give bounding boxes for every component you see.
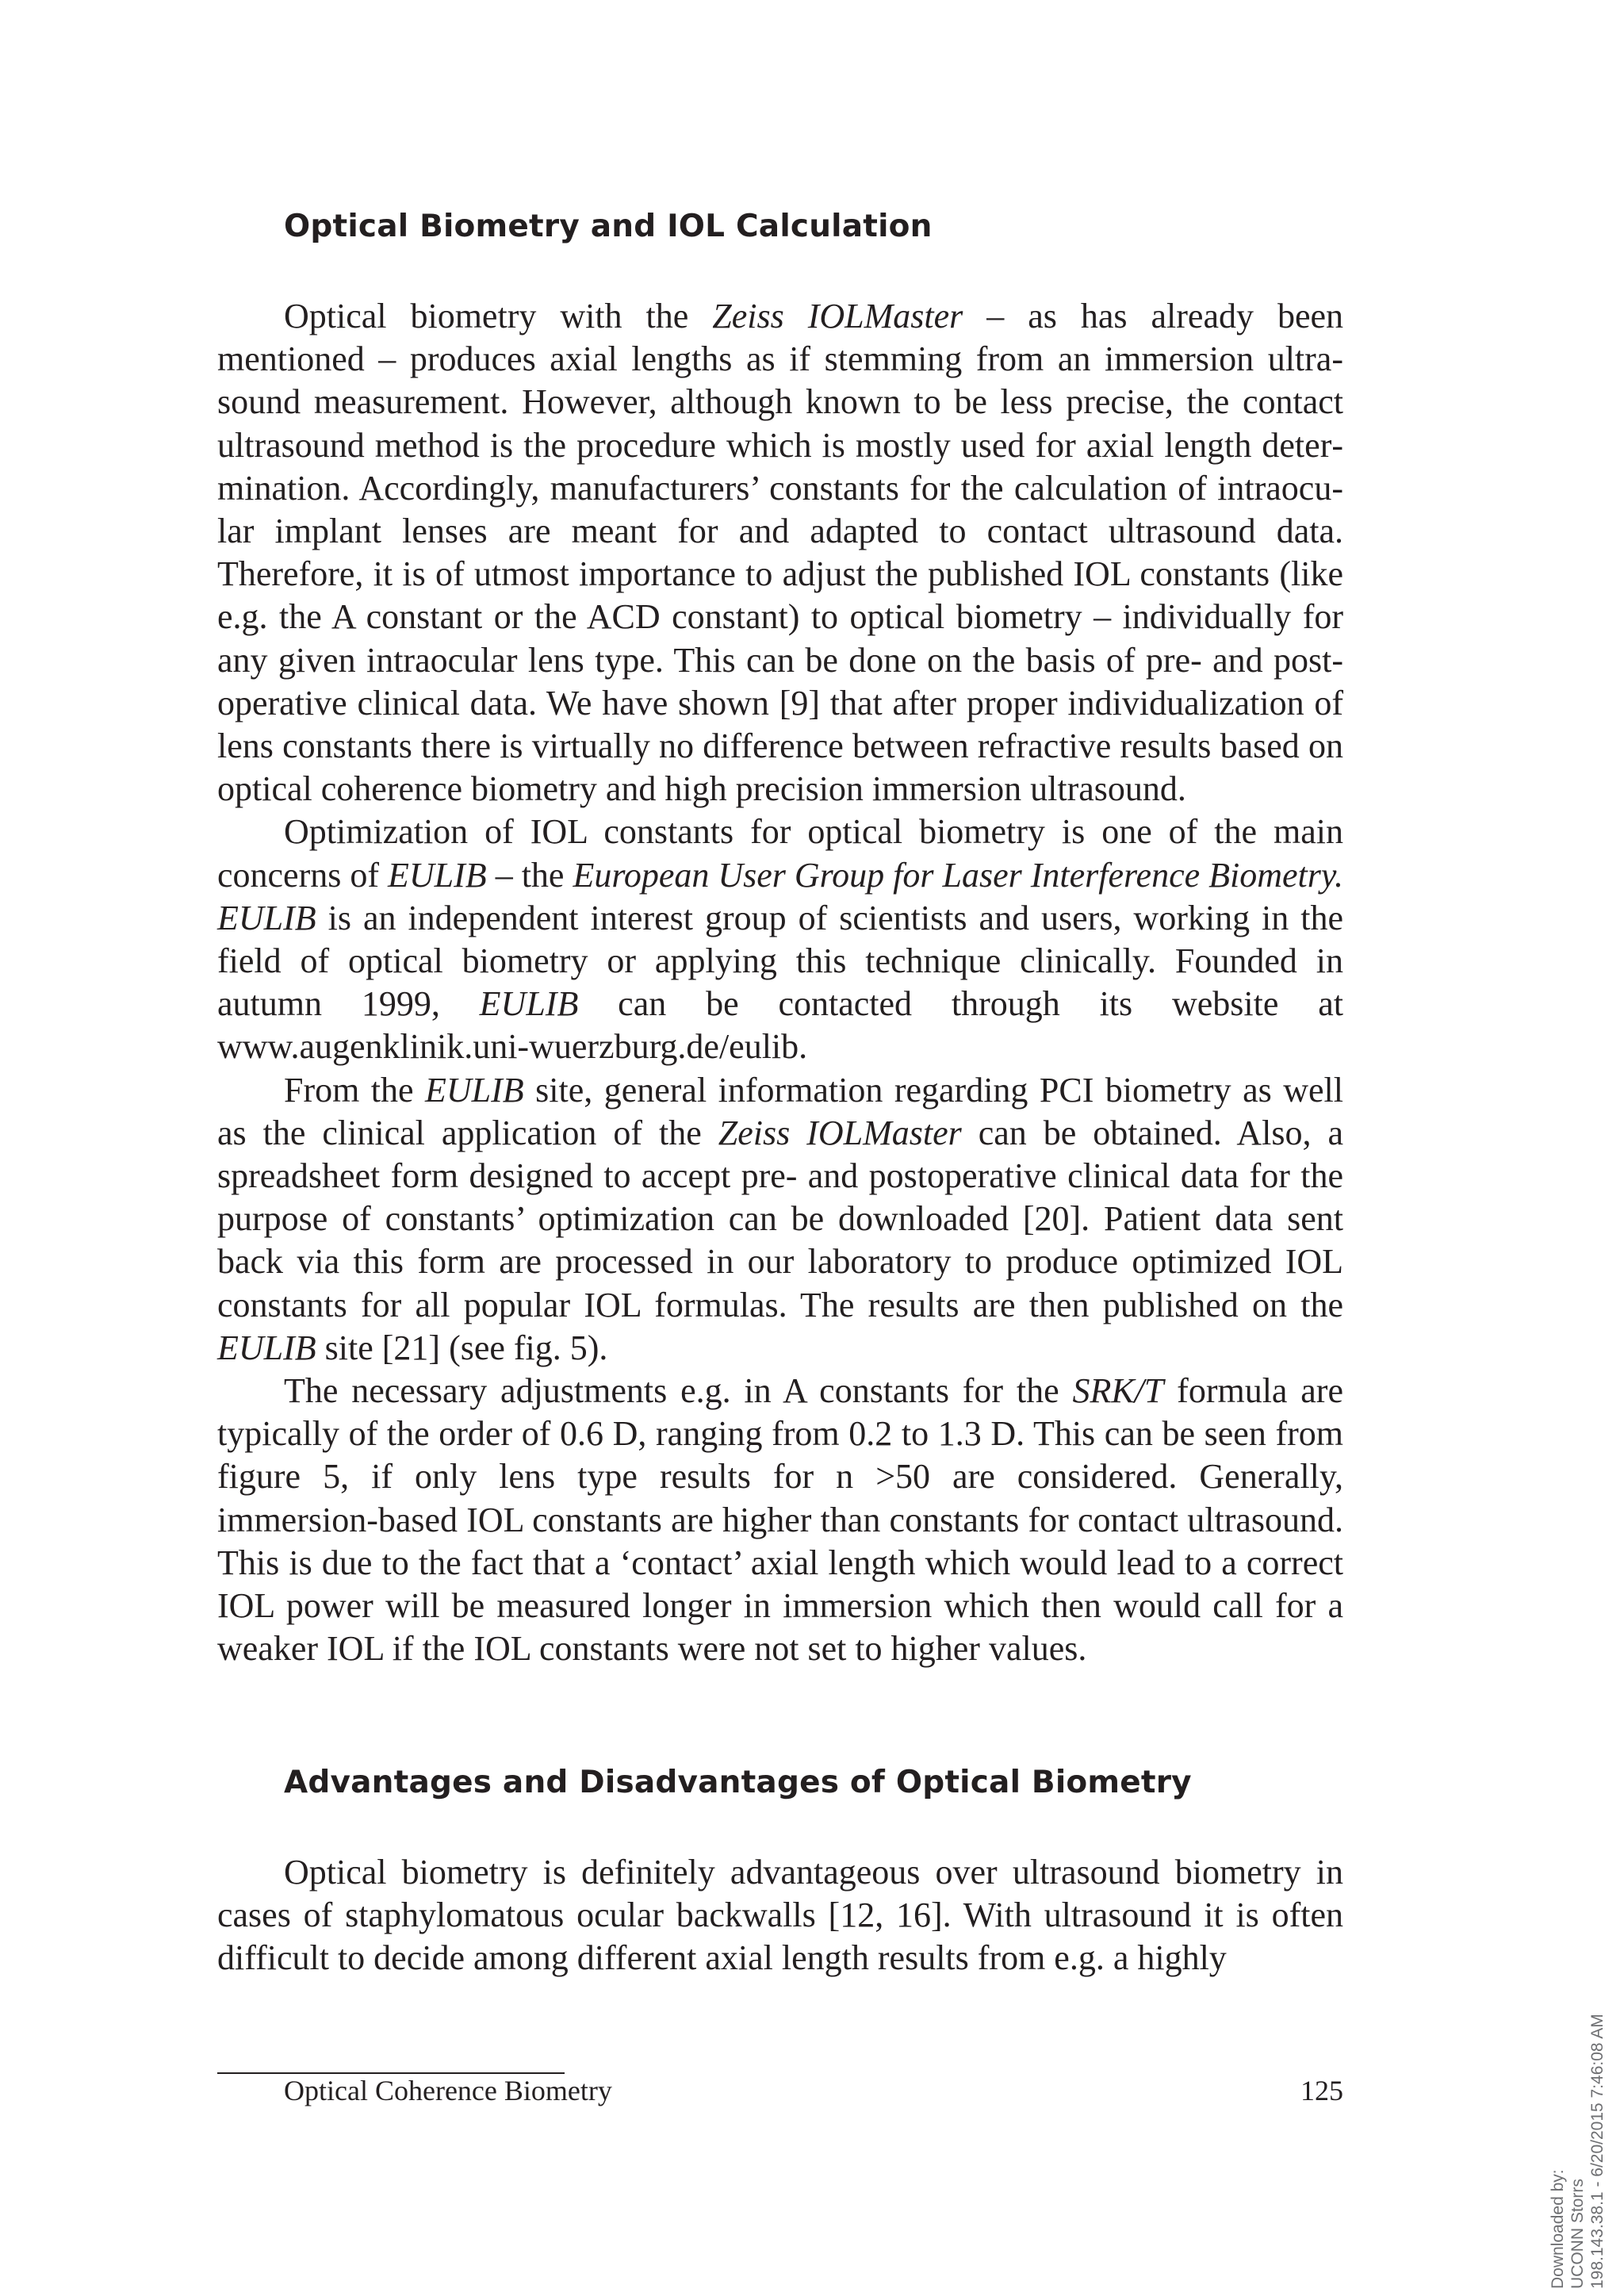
text-run: site [21] (see fig. 5). [316, 1328, 608, 1367]
text-run: The necessary adjustments e.g. in A constants for the [284, 1371, 1073, 1411]
paragraph [217, 811, 1343, 1068]
text-run: Optimization of IOL constants for optical biometry is one of the main concerns of [217, 812, 1343, 895]
italic-run: Zeiss IOLMaster [712, 297, 963, 335]
section-heading-advantages: Advantages and Disadvantages of Optical Biometry [284, 1765, 1192, 1800]
italic-run: EULIB [479, 984, 579, 1024]
italic-run: European User Group for Laser Interference Biometry. [573, 855, 1343, 895]
page-number: 125 [1300, 2075, 1343, 2106]
text-run: can be obtained. Also, a spreadsheet form designed to accept pre- and postoperative clinical data for the purpose of constants’ optimization can be downloaded [20]. Patient data sent back via this form are processed in our laboratory to produce optimized IOL constants for all popular IOL formulas. The results are then published on the [217, 1113, 1343, 1324]
section-body-advantages [217, 1851, 1343, 1980]
italic-run: SRK/T [1072, 1371, 1164, 1411]
paragraph [217, 295, 1343, 811]
paragraph [217, 1851, 1343, 1980]
text-run: is an independent interest group of scientists and users, working in the field of optical biometry or applying this technique clinically. Founded in autumn 1999, [217, 898, 1343, 1024]
text-run: can be contacted through its website at www.augenklinik.uni-wuerzburg.de/eulib. [217, 984, 1343, 1067]
text-run: Optical biometry is definitely advantageous over ultrasound biometry in cases of staphylomatous ocular backwalls [12, 16]. With ultrasound it is often difficult to decide among different axial length results from e.g. a highly [217, 1853, 1343, 1978]
download-stamp [1548, 2014, 1607, 2289]
stamp-line: Downloaded by: [1549, 2169, 1567, 2289]
italic-run: EULIB [217, 898, 316, 937]
text-run: From the [284, 1070, 426, 1110]
text-run: – the [486, 855, 573, 895]
text-run: formula are typically of the order of 0.6 D, ranging from 0.2 to 1.3 D. This can be seen from figure 5, if only lens type results for n >50 are considered. Generally, immersion-based IOL constants are higher than constants for contact ultrasound. This is due to the fact that a ‘contact’ axial length which would lead to a correct IOL power will be measured longer in immersion which then would call for a weaker IOL if the IOL constants were not set to higher values. [217, 1371, 1343, 1669]
italic-run: EULIB [388, 855, 487, 895]
stamp-line: UCONN Storrs [1568, 2179, 1587, 2289]
text-run: Optical biometry with the [284, 297, 713, 335]
italic-run: Zeiss IOLMaster [718, 1113, 962, 1152]
section-body-iol-calculation [217, 295, 1343, 1671]
italic-run: EULIB [217, 1328, 316, 1367]
stamp-line: 198.143.38.1 - 6/20/2015 7:46:08 AM [1588, 2014, 1607, 2289]
section-heading-iol-calculation: Optical Biometry and IOL Calculation [284, 209, 933, 244]
italic-run: EULIB [425, 1070, 524, 1110]
paragraph [217, 1069, 1343, 1370]
running-footer-title: Optical Coherence Biometry [284, 2075, 612, 2106]
text-run: site, general information regarding PCI biometry as well as the clinical application of the [217, 1070, 1343, 1152]
paragraph [217, 1370, 1343, 1670]
text-run: – as has already been mentioned – produces axial lengths as if stemming from an immersion ultrasound measurement. However, although known to be less precise, the contact ultrasound method is the procedure which is mostly used for axial length determination. Accordingly, manufacturers’ constants for the calculation of intraocular implant lenses are meant for and adapted to contact ultrasound data. Therefore, it is of utmost importance to adjust the published IOL constants (like e.g. the A constant or the ACD constant) to optical biometry – individually for any given intraocular lens type. This can be done on the basis of pre- and postoperative clinical data. We have shown [9] that after proper individualization of lens constants there is virtually no difference between refractive results based on optical coherence biometry and high precision immersion ultrasound. [217, 297, 1344, 809]
